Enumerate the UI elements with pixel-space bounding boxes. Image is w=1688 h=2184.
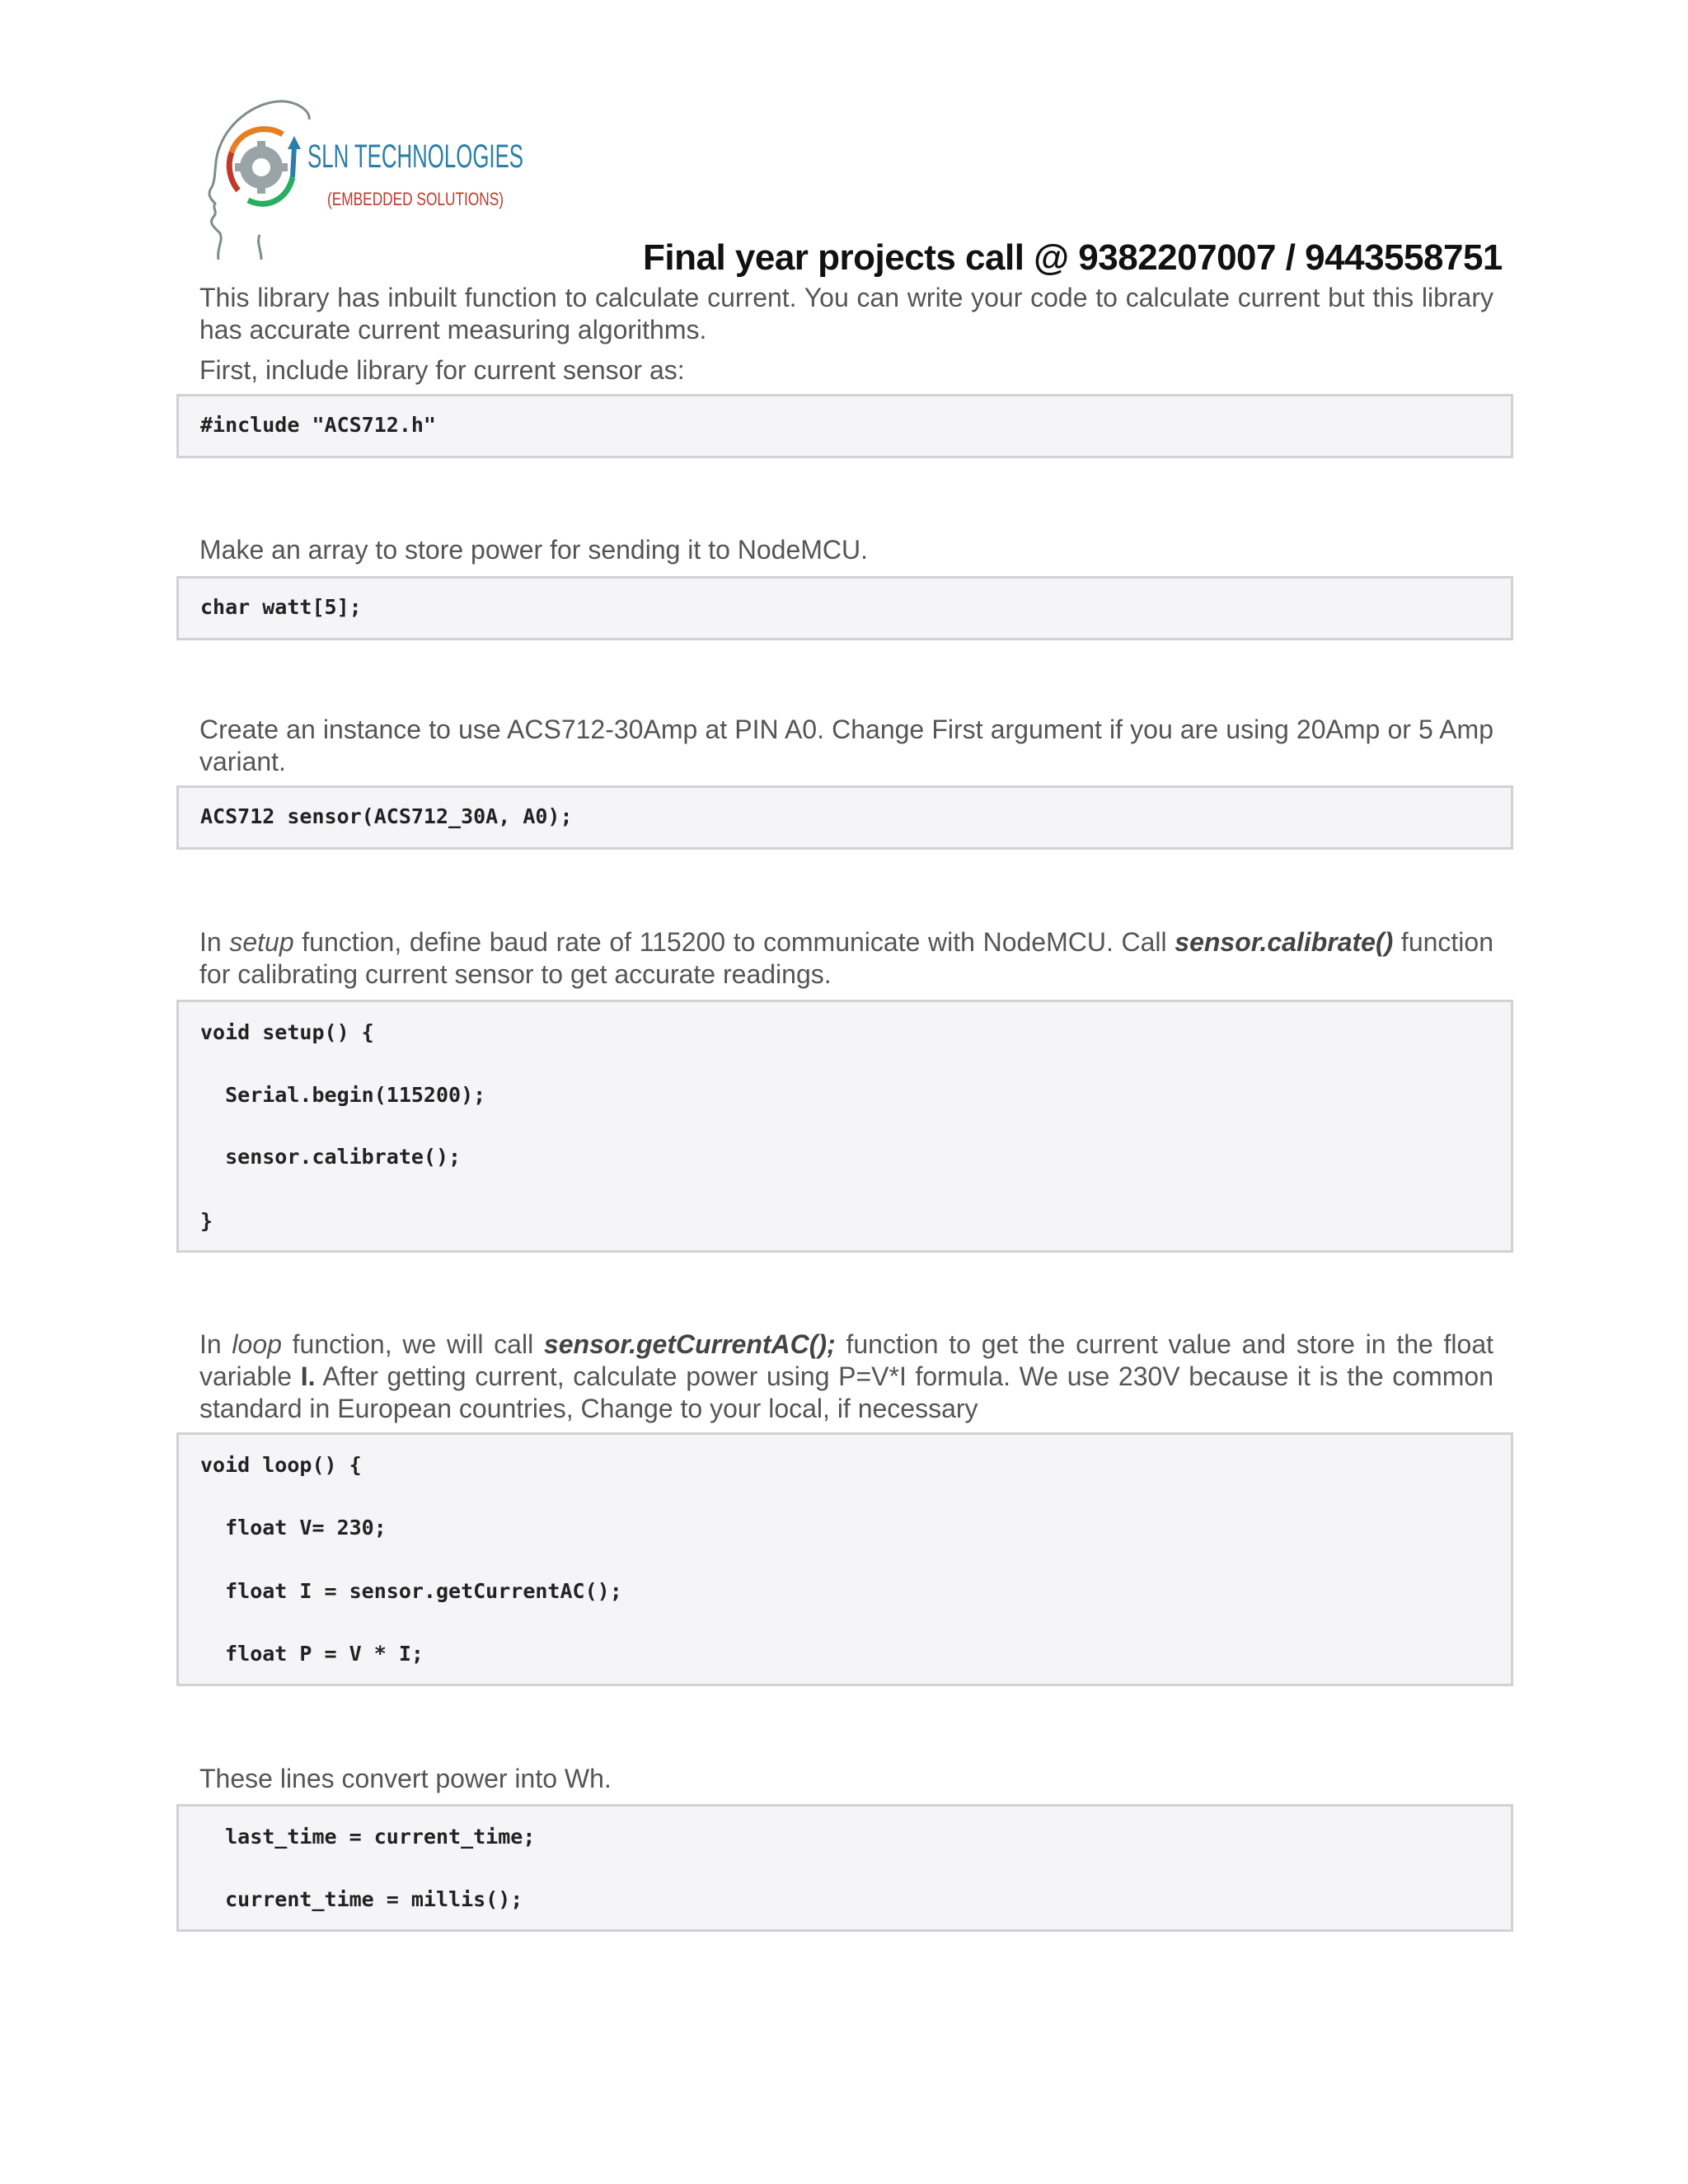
include-note: First, include library for current sensor as: [199, 355, 685, 385]
code-line: Serial.begin(115200); [200, 1083, 486, 1107]
setup-emphasis: setup [229, 927, 294, 957]
loop-variable-ref: I. [300, 1361, 316, 1391]
code-line: float V= 230; [200, 1516, 387, 1540]
company-logo [202, 95, 532, 276]
code-line: } [200, 1209, 213, 1233]
loop-note-text: After getting current, calculate power using P=V*I formula. We use 230V because it is the common standard in European countries, Change to your local, if necessary [199, 1361, 1494, 1423]
code-line: void loop() { [200, 1453, 362, 1477]
code-line: current_time = millis(); [200, 1887, 523, 1911]
code-line: float I = sensor.getCurrentAC(); [200, 1579, 622, 1603]
code-line: sensor.calibrate(); [200, 1145, 462, 1169]
logo-name: SLN TECHNOLOGIES [307, 138, 523, 175]
code-line: ACS712 sensor(ACS712_30A, A0); [200, 804, 573, 828]
loop-note-text: function to get the current value and store in the float variable [199, 1329, 1494, 1391]
intro-paragraph: This library has inbuilt function to calculate current. You can write your code to calculate current but this library has accurate current measuring algorithms. [199, 283, 1493, 344]
setup-note-text: In [199, 927, 230, 957]
code-line: last_time = current_time; [200, 1825, 536, 1849]
code-block-wh [176, 1804, 1513, 1932]
setup-code-ref: sensor.calibrate() [1175, 927, 1394, 957]
code-line: #include "ACS712.h" [200, 413, 436, 437]
loop-note-text: In [199, 1329, 232, 1359]
code-block-instance [176, 785, 1513, 850]
array-note: Make an array to store power for sending it to NodeMCU. [199, 535, 869, 565]
code-line: void setup() { [200, 1020, 374, 1044]
setup-note-text: function for calibrating current sensor to get accurate readings. [199, 927, 1494, 989]
loop-note [199, 1329, 1493, 1425]
contact-heading: Final year projects call @ 9382207007 / 9443558751 [643, 237, 1503, 278]
setup-note-text: function, define baud rate of 115200 to communicate with NodeMCU. Call [293, 927, 1175, 957]
instance-note: Create an instance to use ACS712-30Amp at PIN A0. Change First argument if you are using 20Amp or 5 Amp variant. [199, 715, 1493, 776]
loop-note-text: function, we will call [281, 1329, 544, 1359]
code-line: float P = V * I; [200, 1642, 424, 1666]
loop-emphasis: loop [232, 1329, 282, 1359]
code-block-loop [176, 1432, 1513, 1686]
code-block-include [176, 394, 1513, 458]
setup-note [199, 926, 1493, 991]
logo-tagline: (EMBEDDED SOLUTIONS) [327, 189, 504, 209]
wh-note: These lines convert power into Wh. [199, 1764, 612, 1793]
code-block-setup [176, 1000, 1513, 1253]
code-block-array [176, 576, 1513, 640]
loop-code-ref: sensor.getCurrentAC(); [543, 1329, 836, 1359]
code-line: char watt[5]; [200, 595, 362, 619]
